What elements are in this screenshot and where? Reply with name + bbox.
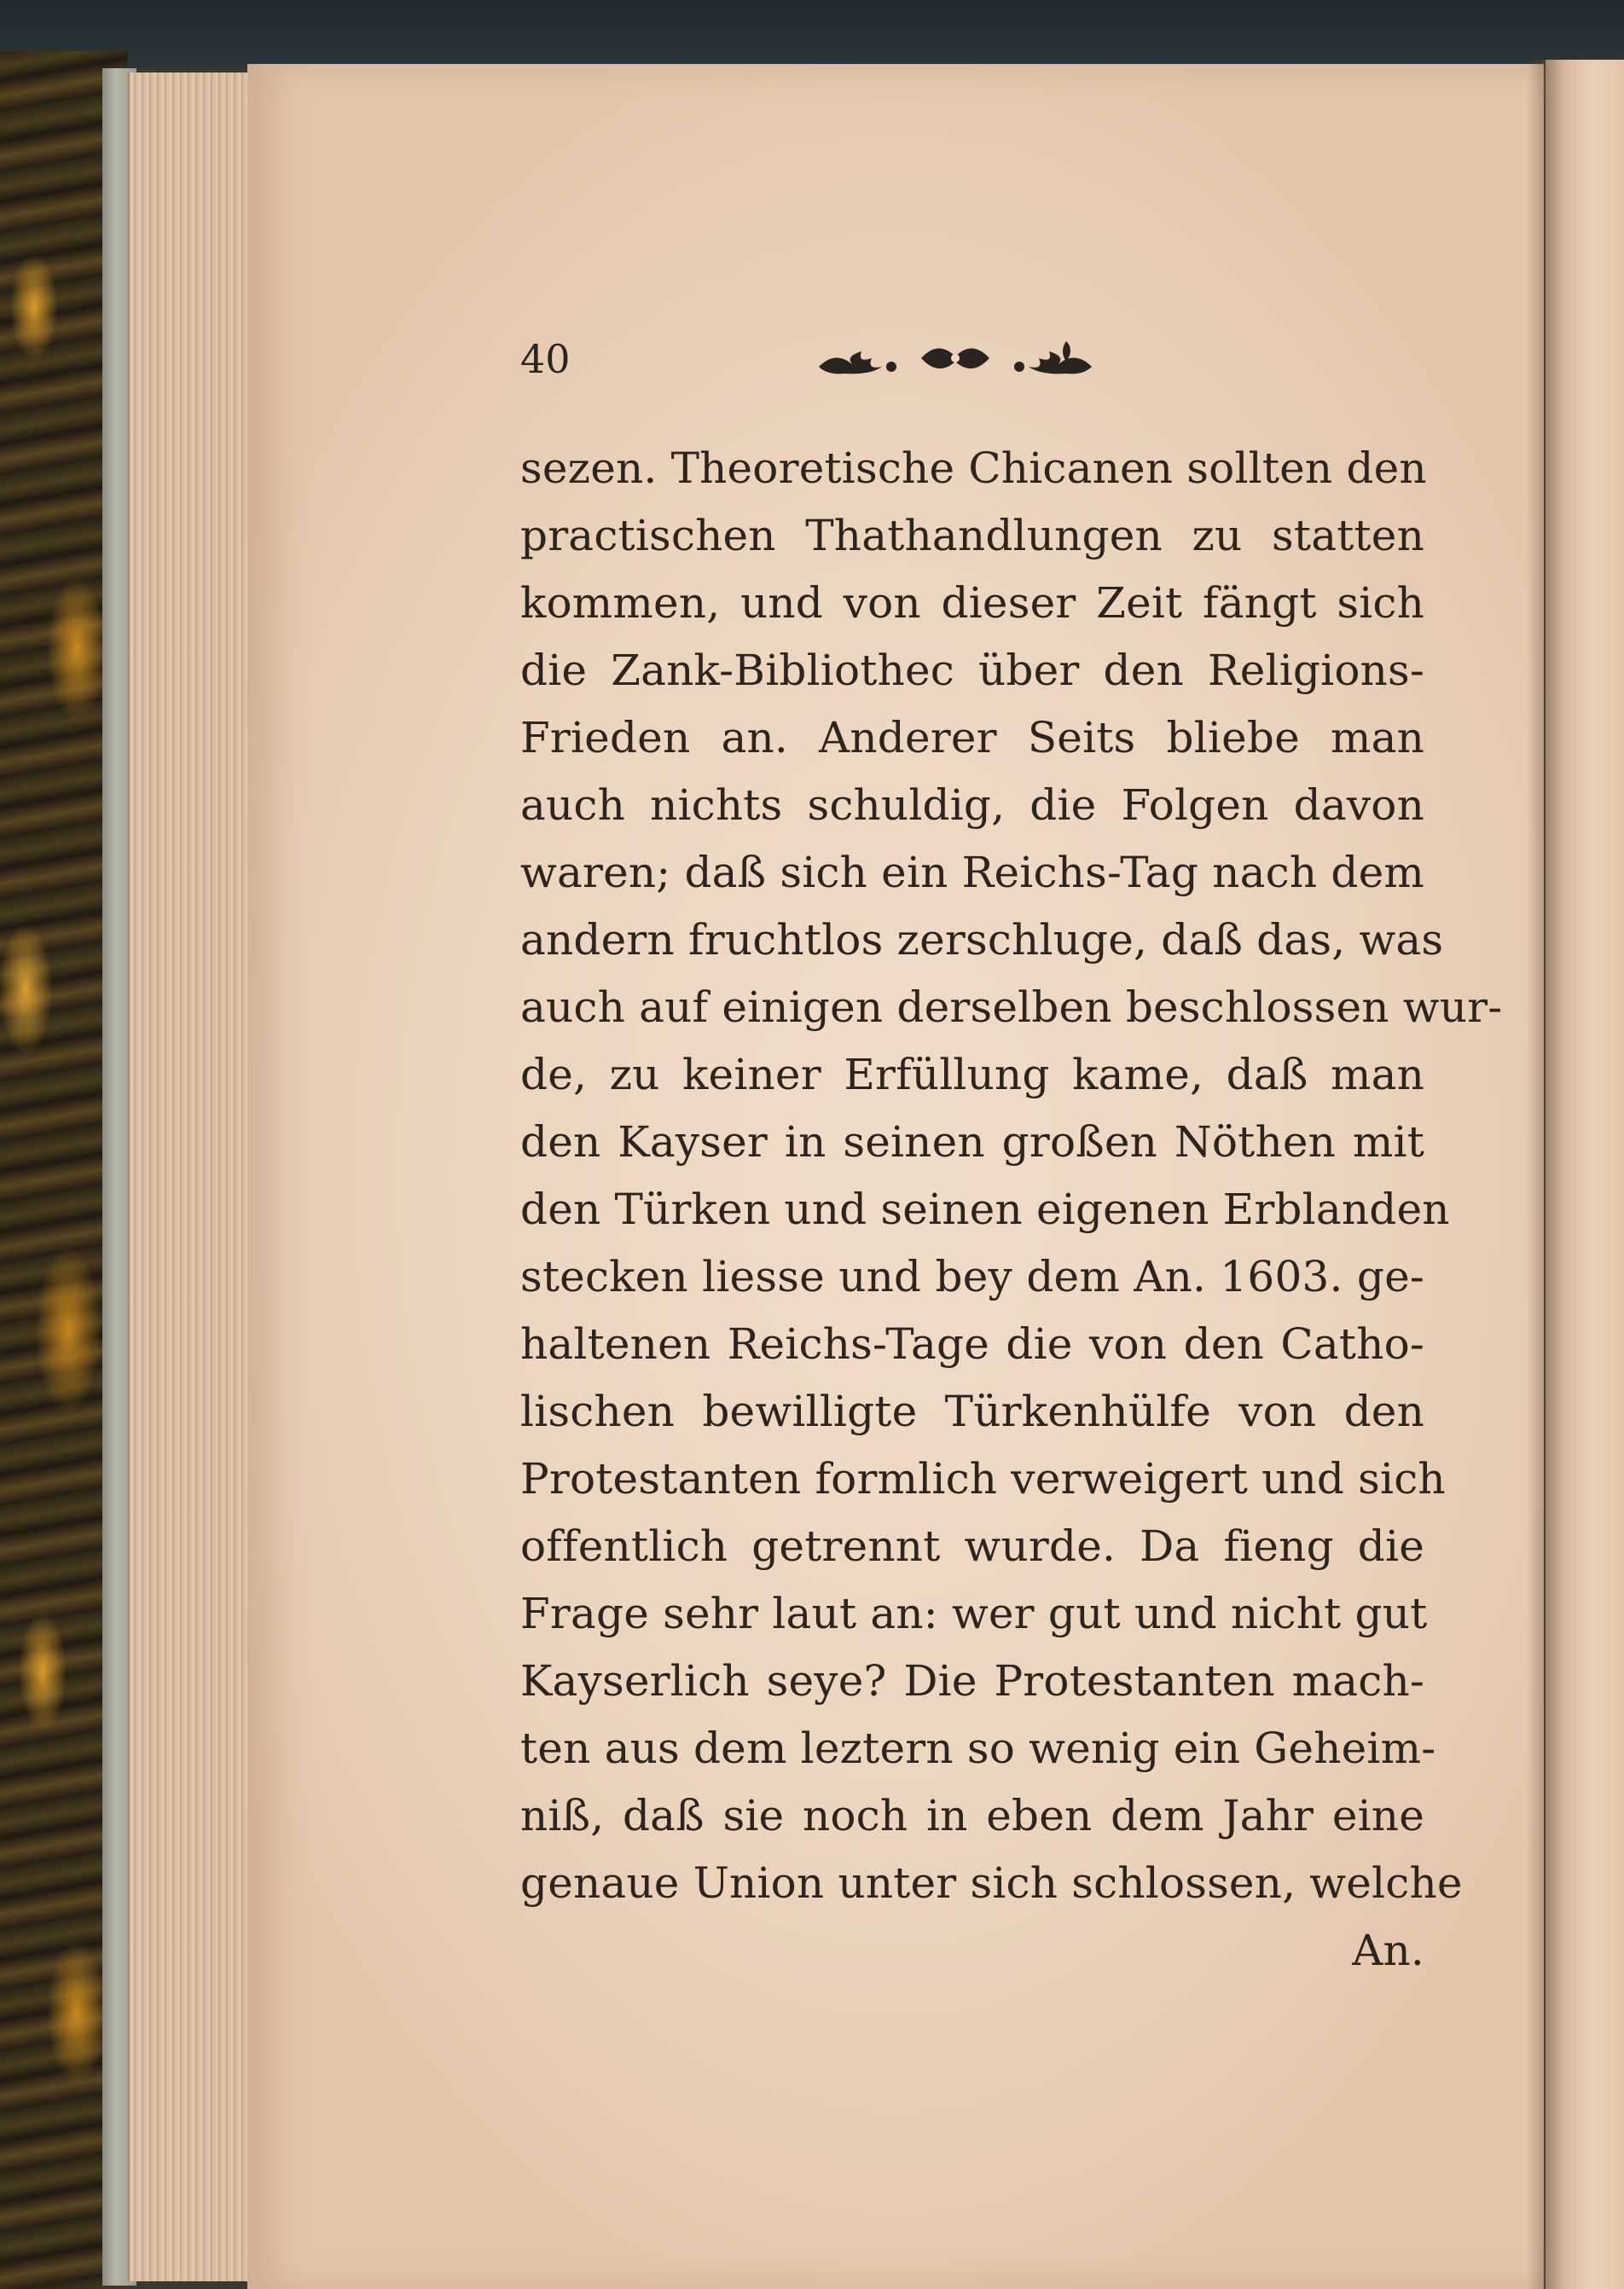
catchword: An.	[1352, 1926, 1424, 1975]
text-line: die Zank-Bibliothec über den Religions-	[520, 646, 1424, 695]
text-line: den Türken und seinen eigenen Erblanden	[520, 1185, 1450, 1234]
text-line: offentlich getrennt wurde. Da fieng die	[520, 1521, 1424, 1571]
page-stack-edge	[128, 72, 258, 2281]
text-line: Protestanten formlich verweigert und sich	[520, 1454, 1446, 1504]
floral-ornament-icon	[810, 333, 1100, 384]
text-line: waren; daß sich ein Reichs-Tag nach dem	[520, 848, 1424, 897]
text-line: den Kayser in seinen großen Nöthen mit	[520, 1117, 1424, 1167]
text-line: genaue Union unter sich schlossen, welche	[520, 1858, 1463, 1908]
text-line: andern fruchtlos zerschluge, daß das, was	[520, 915, 1444, 965]
text-line: ten aus dem leztern so wenig ein Geheim-	[520, 1724, 1436, 1773]
text-line: practischen Thathandlungen zu statten	[520, 511, 1424, 560]
text-line: sezen. Theoretische Chicanen sollten den	[520, 443, 1427, 493]
text-line: haltenen Reichs-Tage die von den Catho-	[520, 1319, 1424, 1369]
facing-page-edge	[1546, 60, 1624, 2289]
text-line: de, zu keiner Erfüllung kame, daß man	[520, 1050, 1424, 1099]
page-content	[520, 333, 1503, 1985]
text-line: lischen bewilligte Türkenhülfe von den	[520, 1387, 1424, 1436]
page-header	[520, 333, 1424, 392]
text-line: Frieden an. Anderer Seits bliebe man	[520, 713, 1424, 762]
page-number: 40	[520, 336, 571, 382]
text-line: niß, daß sie noch in eben dem Jahr eine	[520, 1791, 1424, 1840]
text-line: Frage sehr laut an: wer gut und nicht gut	[520, 1589, 1428, 1638]
text-line: auch auf einigen derselben beschlossen wur-	[520, 982, 1503, 1032]
text-line: kommen, und von dieser Zeit fängt sich	[520, 578, 1424, 628]
text-line: stecken liesse und bey dem An. 1603. ge-	[520, 1252, 1424, 1301]
text-line: Kayserlich seye? Die Protestanten mach-	[520, 1656, 1424, 1706]
background-top	[0, 0, 1624, 68]
text-line: auch nichts schuldig, die Folgen davon	[520, 780, 1424, 830]
